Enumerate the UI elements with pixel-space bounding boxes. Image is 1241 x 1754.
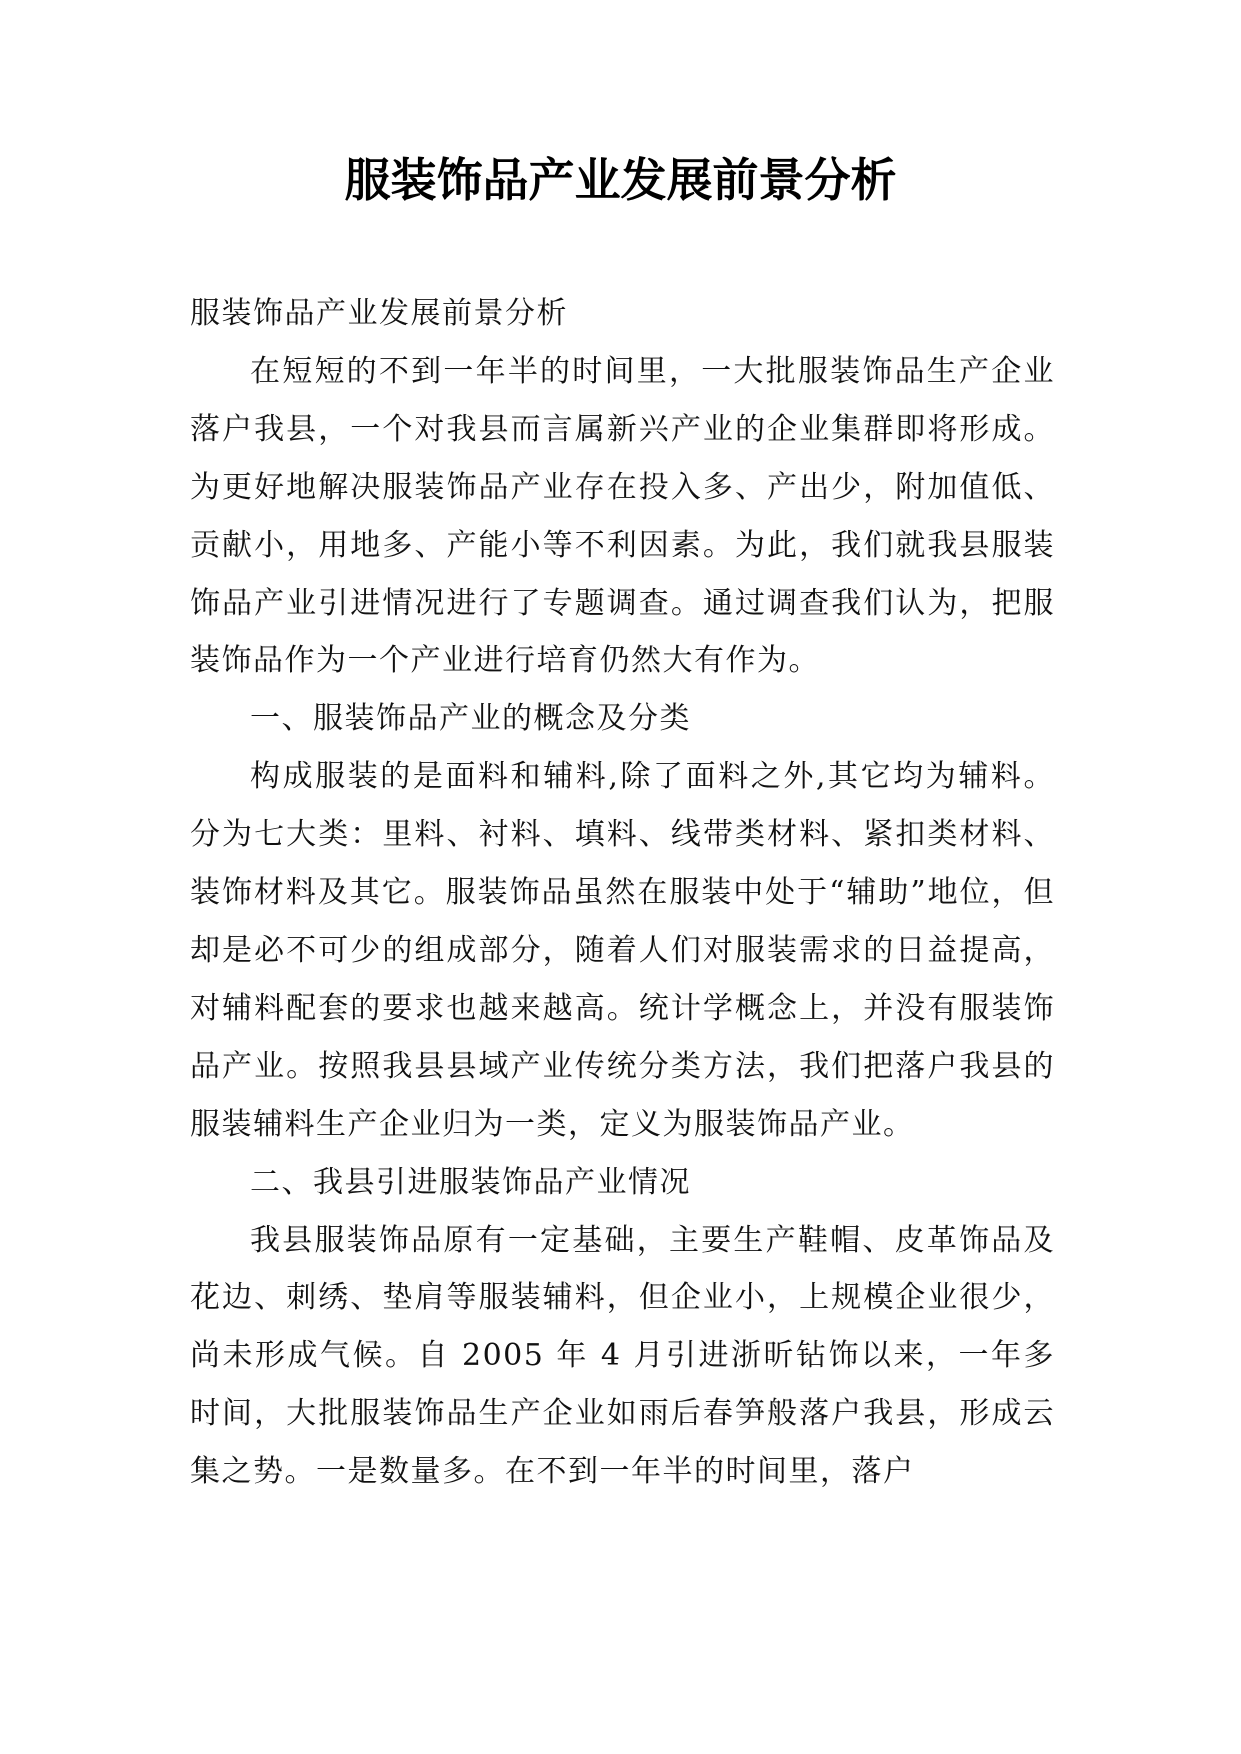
section-heading-1: 一、服装饰品产业的概念及分类 [250,701,691,737]
document-body [190,285,1055,1501]
document-subtitle: 服装饰品产业发展前景分析 [190,296,568,331]
paragraph-intro: 在短短的不到一年半的时间里，一大批服装饰品生产企业落户我县，一个对我县而言属新兴产业的企业集群即将形成。为更好地解决服装饰品产业存在投入多、产出少，附加值低、贡献小，用地多、产能小等不利因素。为此，我们就我县服装饰品产业引进情况进行了专题调查。通过调查我们认为，把服装饰品作为一个产业进行培育仍然大有作为。 [190,353,1055,679]
paragraph-situation: 我县服装饰品原有一定基础，主要生产鞋帽、皮革饰品及花边、刺绣、垫肩等服装辅料，但企业小，上规模企业很少，尚未形成气候。自 2005 年 4 月引进浙昕钻饰以来，一年多时间，大批服装饰品生产企业如雨后春笋般落户我县，形成云集之势。一是数量多。在不到一年半的时间里，落户 [190,1222,1055,1490]
section-heading-2: 二、我县引进服装饰品产业情况 [250,1164,691,1200]
paragraph-concept: 构成服装的是面料和辅料,除了面料之外,其它均为辅料。分为七大类：里料、衬料、填料、线带类材料、紧扣类材料、装饰材料及其它。服装饰品虽然在服装中处于“辅助”地位，但却是必不可少的组成部分，随着人们对服装需求的日益提高，对辅料配套的要求也越来越高。统计学概念上，并没有服装饰品产业。按照我县县域产业传统分类方法，我们把落户我县的服装辅料生产企业归为一类，定义为服装饰品产业。 [190,759,1055,1142]
document-title: 服装饰品产业发展前景分析 [344,153,897,207]
